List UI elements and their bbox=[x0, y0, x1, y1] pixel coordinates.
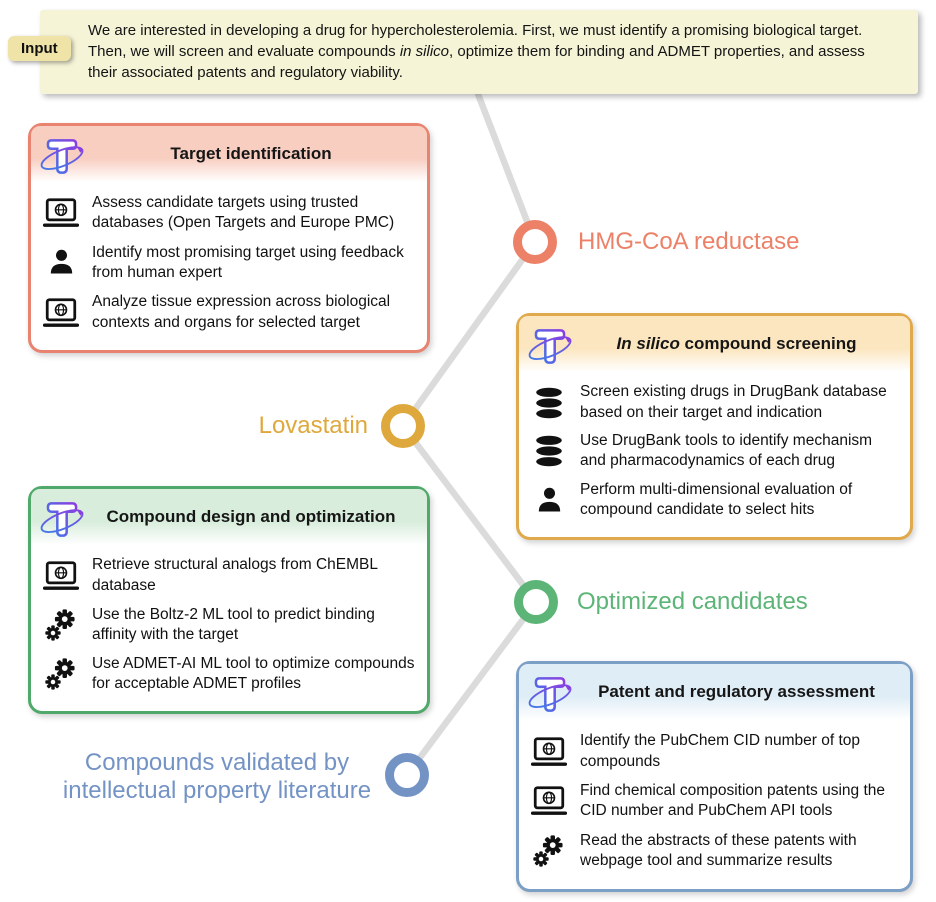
card-header bbox=[31, 489, 427, 545]
agent-logo-icon bbox=[37, 494, 87, 544]
input-text: We are interested in developing a drug for hypercholesterolemia. First, we must identify a promising biological target. Then, we will screen and evaluate compounds in silico, optimize them for binding and ADMET properties, and assess their associated patents and regulatory viability. bbox=[88, 22, 865, 81]
list-item bbox=[41, 605, 415, 646]
list-item bbox=[41, 243, 415, 284]
card-header bbox=[519, 664, 910, 720]
agent-logo-icon bbox=[525, 321, 575, 371]
item-text: Use DrugBank tools to identify mechanism and pharmacodynamics of each drug bbox=[580, 432, 873, 470]
item-text: Perform multi-dimensional evaluation of compound candidate to select hits bbox=[580, 481, 853, 519]
list-item bbox=[529, 480, 898, 521]
gears-icon bbox=[529, 835, 569, 867]
database-icon bbox=[529, 387, 569, 419]
list-item bbox=[529, 831, 898, 872]
list-item bbox=[41, 555, 415, 596]
list-item bbox=[41, 292, 415, 333]
item-text: Use the Boltz-2 ML tool to predict binding affinity with the target bbox=[92, 605, 375, 643]
laptop-globe-icon bbox=[529, 786, 569, 816]
milestone-node-lovastatin bbox=[381, 404, 425, 448]
milestone-node-optimized-candidates bbox=[514, 580, 558, 624]
card-title: In silico compound screening bbox=[616, 334, 857, 353]
person-icon bbox=[529, 487, 569, 514]
item-text: Use ADMET-AI ML tool to optimize compounds for acceptable ADMET profiles bbox=[92, 654, 415, 693]
list-item bbox=[41, 193, 415, 234]
gears-icon bbox=[41, 658, 81, 690]
card-header bbox=[519, 316, 910, 372]
item-text: Assess candidate targets using trusted databases (Open Targets and Europe PMC) bbox=[92, 193, 395, 232]
milestone-label-lovastatin: Lovastatin bbox=[258, 412, 368, 439]
card-title: Compound design and optimization bbox=[106, 507, 396, 526]
database-icon bbox=[529, 435, 569, 467]
input-label: Input bbox=[8, 36, 71, 61]
milestone-node-hmg-coa bbox=[513, 220, 557, 264]
laptop-globe-icon bbox=[41, 298, 81, 328]
card-body bbox=[31, 545, 427, 711]
item-text: Identify the PubChem CID number of top compounds bbox=[580, 732, 861, 770]
person-icon bbox=[41, 249, 81, 276]
list-item bbox=[529, 731, 898, 772]
item-text: Retrieve structural analogs from ChEMBL database bbox=[92, 556, 378, 594]
card-title: Patent and regulatory assessment bbox=[598, 682, 875, 701]
milestone-label-optimized-candidates: Optimized candidates bbox=[577, 588, 808, 615]
item-text: Identify most promising target using feedback from human expert bbox=[92, 243, 404, 281]
agent-logo-icon bbox=[525, 669, 575, 719]
agent-logo-icon bbox=[37, 131, 87, 181]
milestone-label-validated-compounds: Compounds validated by intellectual property literature bbox=[62, 749, 372, 804]
list-item bbox=[529, 781, 898, 822]
item-text: Analyze tissue expression across biological contexts and organs for selected target bbox=[92, 293, 391, 331]
card-body bbox=[519, 720, 910, 889]
laptop-globe-icon bbox=[529, 737, 569, 767]
card-body bbox=[31, 182, 427, 350]
list-item bbox=[41, 654, 415, 695]
laptop-globe-icon bbox=[41, 561, 81, 591]
card-compound-design bbox=[28, 486, 430, 714]
item-text: Screen existing drugs in DrugBank database based on their target and indication bbox=[580, 383, 887, 421]
card-title: Target identification bbox=[170, 144, 332, 163]
card-target-identification bbox=[28, 123, 430, 353]
card-body bbox=[519, 372, 910, 537]
input-box bbox=[40, 10, 918, 94]
card-in-silico-screening bbox=[516, 313, 913, 540]
item-text: Find chemical composition patents using the CID number and PubChem API tools bbox=[580, 782, 885, 820]
list-item bbox=[529, 382, 898, 423]
gears-icon bbox=[41, 609, 81, 641]
milestone-node-validated-compounds bbox=[385, 753, 429, 797]
milestone-label-hmg-coa: HMG-CoA reductase bbox=[578, 228, 800, 255]
laptop-globe-icon bbox=[41, 198, 81, 228]
item-text: Read the abstracts of these patents with webpage tool and summarize results bbox=[580, 832, 857, 870]
card-patent-regulatory bbox=[516, 661, 913, 892]
card-header bbox=[31, 126, 427, 182]
list-item bbox=[529, 431, 898, 472]
